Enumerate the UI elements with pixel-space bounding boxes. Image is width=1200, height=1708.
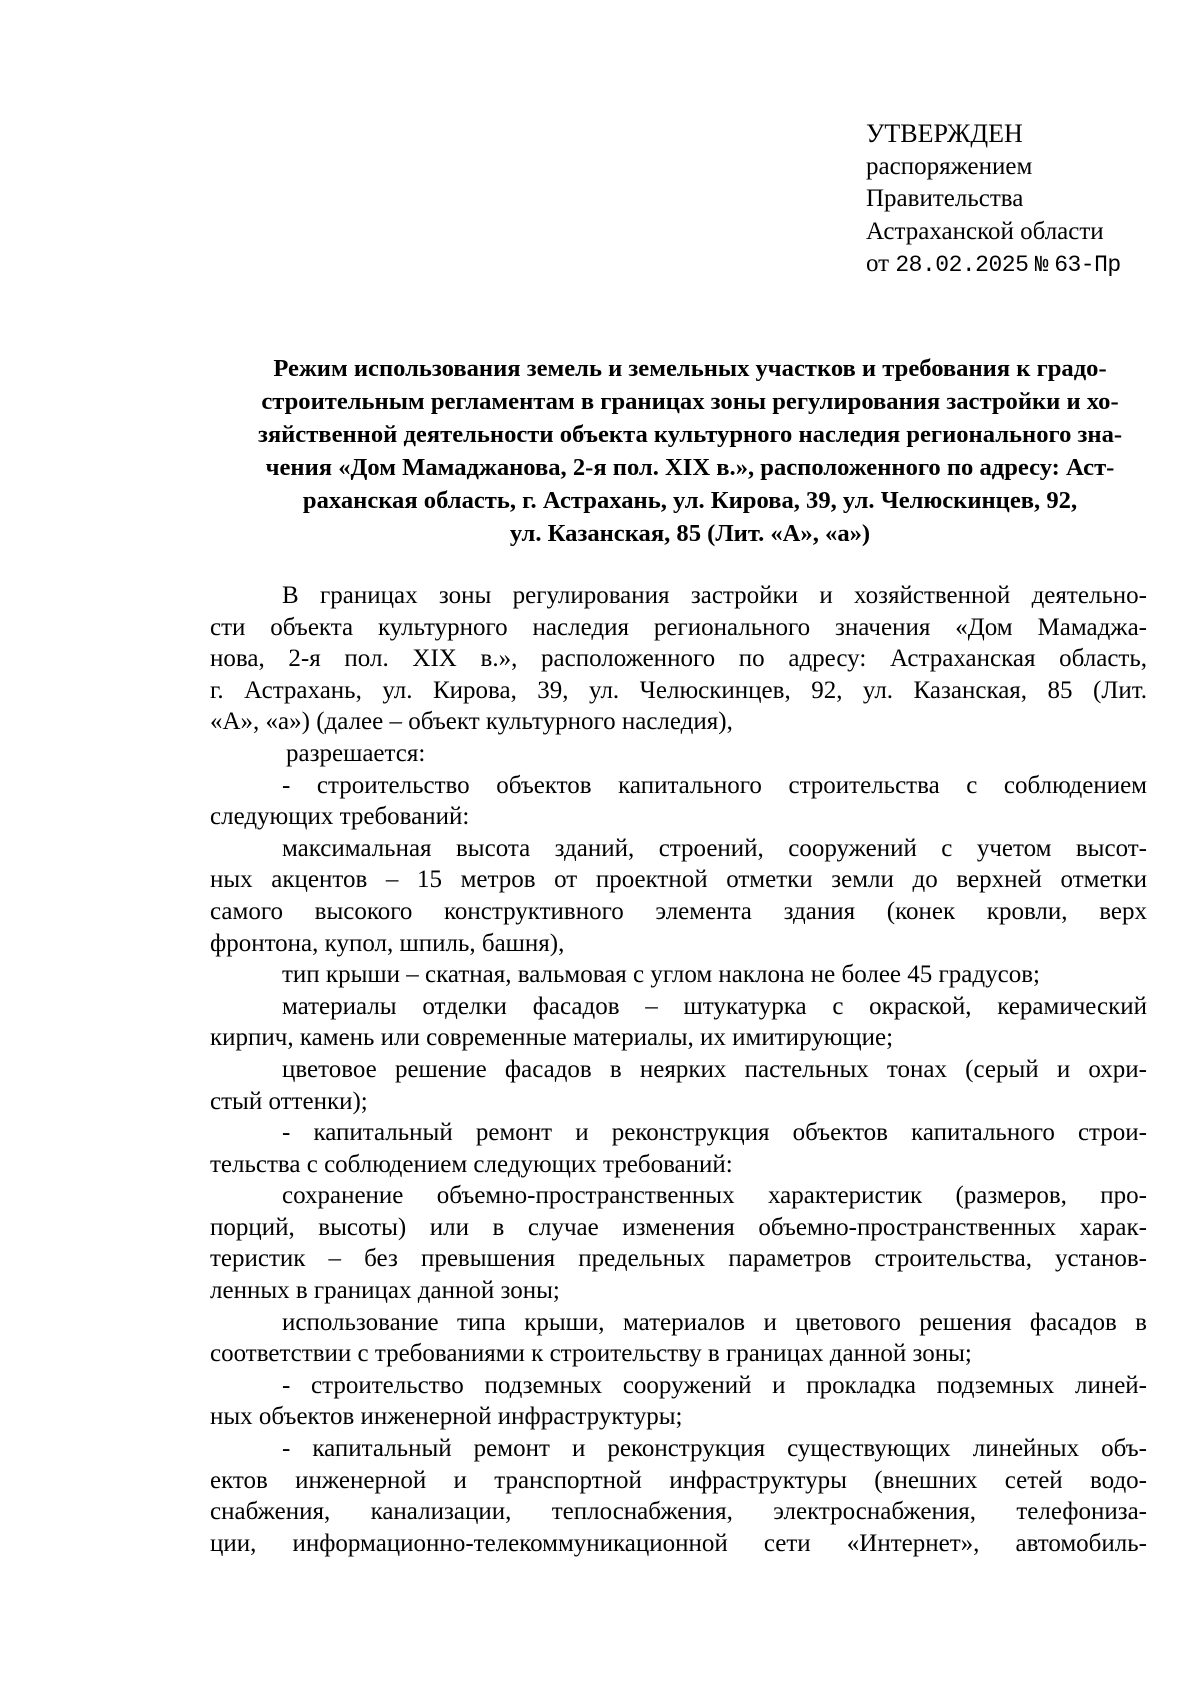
approval-line-1: распоряжением [866,152,1033,180]
approval-line-3: Астраханской области [866,217,1104,245]
body-line: самого высокого конструктивного элемента здания (конек кровли, верх [210,897,1147,925]
body-line: соответствии с требованиями к строительству в границах данной зоны; [210,1340,972,1368]
body-line: сти объекта культурного наследия регионального значения «Дом Мамаджа- [210,613,1147,641]
body-line: ных объектов инженерной инфраструктуры; [210,1403,683,1431]
body-line: сохранение объемно-пространственных характеристик (размеров, про- [282,1182,1147,1210]
document-body [210,580,1147,1559]
body-line: ектов инженерной и транспортной инфраструктуры (внешних сетей водо- [210,1466,1147,1494]
body-line: использование типа крыши, материалов и цветового решения фасадов в [282,1308,1147,1336]
approval-date-line [866,248,1186,282]
approval-number-sign: № [1034,252,1048,278]
title-line: Режим использования земель и земельных участков и требования к градо- [273,355,1107,382]
body-line: цветовое решение фасадов в неярких пастельных тонах (серый и охри- [282,1055,1147,1083]
body-line: ции, информационно-телекоммуникационной сети «Интернет», автомобиль- [210,1529,1147,1557]
body-line: максимальная высота зданий, строений, сооружений с учетом высот- [282,834,1147,862]
body-line: нова, 2-я пол. XIX в.», расположенного по адресу: Астраханская область, [210,645,1147,673]
approval-stamp [866,118,1186,282]
body-line: - строительство объектов капитального строительства с соблюдением [282,771,1147,799]
body-line: кирпич, камень или современные материалы, их имитирующие; [210,1024,894,1052]
body-line: г. Астрахань, ул. Кирова, 39, ул. Челюскинцев, 92, ул. Казанская, 85 (Лит. [210,676,1147,704]
body-line: В границах зоны регулирования застройки и хозяйственной деятельно- [282,582,1147,609]
body-line: тельства с соблюдением следующих требований: [210,1150,733,1178]
body-line: разрешается: [286,739,426,767]
body-line: - строительство подземных сооружений и прокладка подземных линей- [282,1371,1147,1399]
title-line: раханская область, г. Астрахань, ул. Кирова, 39, ул. Челюскинцев, 92, [302,487,1078,514]
body-line: ленных в границах данной зоны; [210,1277,560,1305]
approval-date: 28.02.2025 [895,252,1029,278]
title-line: ул. Казанская, 85 (Лит. «А», «а») [509,520,871,547]
title-line: чения «Дом Мамаджанова, 2-я пол. XIX в.», расположенного по адресу: Аст- [265,454,1115,481]
body-line: теристик – без превышения предельных параметров строительства, установ- [210,1245,1147,1273]
body-line: стый оттенки); [210,1087,368,1115]
body-line: материалы отделки фасадов – штукатурка с окраской, керамический [282,992,1147,1020]
approval-line-2: Правительства [866,185,1024,212]
body-line: фронтона, купол, шпиль, башня), [210,929,565,957]
body-line: «А», «а») (далее – объект культурного наследия), [210,708,733,736]
document-title [210,352,1170,550]
body-line: порций, высоты) или в случае изменения объемно-пространственных харак- [210,1213,1147,1241]
approval-heading: УТВЕРЖДЕН [866,119,1023,148]
body-line: - капитальный ремонт и реконструкция существующих линейных объ- [282,1435,1147,1463]
title-line: строительным регламентам в границах зоны регулирования застройки и хо- [261,388,1119,415]
approval-number: 63-Пр [1054,252,1121,278]
body-line: - капитальный ремонт и реконструкция объектов капитального строи- [282,1119,1147,1147]
title-line: зяйственной деятельности объекта культурного наследия регионального зна- [257,421,1123,448]
approval-date-prefix: от [866,250,890,277]
body-line: тип крыши – скатная, вальмовая с углом наклона не более 45 градусов; [282,961,1040,989]
body-line: ных акцентов – 15 метров от проектной отметки земли до верхней отметки [210,866,1147,894]
body-line: снабжения, канализации, теплоснабжения, электроснабжения, телефониза- [210,1498,1147,1526]
body-line: следующих требований: [210,803,470,831]
